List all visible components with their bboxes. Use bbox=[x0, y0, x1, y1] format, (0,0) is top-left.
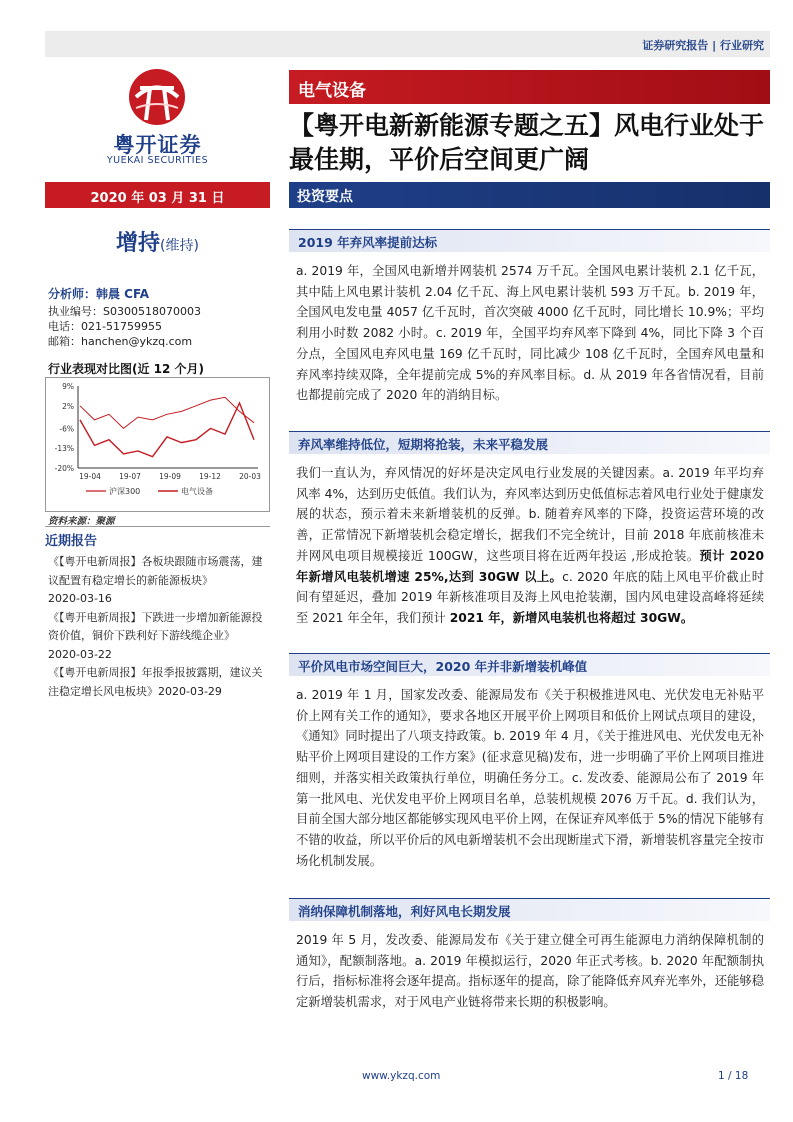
section-paragraph: 2019 年 5 月，发改委、能源局发布《关于建立健全可再生能源电力消纳保障机制的通知》，配额制落地。a. 2019 年模拟运行，2020 年正式考核。b. 2020 年配额制执行后，指标标准将会逐年提高。指标逐年的提高，除了能降低弃风弃光率外，还能够稳定新增装机需求，对于风电产业链将带来长期的积极影响。 bbox=[296, 933, 764, 1010]
chart-source: 资料来源：聚源 bbox=[48, 516, 115, 527]
section-heading: 消纳保障机制落地，利好风电长期发展 bbox=[289, 898, 770, 921]
section-paragraph: a. 2019 年 1 月，国家发改委、能源局发布《关于积极推进风电、光伏发电无补贴平价上网有关工作的通知》，要求各地区开展平价上网项目和低价上网试点项目的建设，《通知》同时提出了八项支持政策。b. 2019 年 4 月，《关于推进风电、光伏发电无补贴平价上网项目建设的工作方案》(征求意见稿)发布，进一步明确了平价上网项目推进细则，并落实相关政策执行单位，明确任务分工。c. 发改委、能源局公布了 2019 年第一批风电、光伏发电平价上网项目名单，总装机规模 2076 万千瓦。d. 我们认为，目前全国大部分地区都能够实现风电平价上网，在保证弃风率低于 5%的情况下能够有不错的收益，所以平价后的风电新增装机不会出现断崖式下滑，新增装机容量完全按市场化机制发展。 bbox=[296, 688, 764, 868]
report-category: 证券研究报告 | 行业研究 bbox=[642, 39, 764, 52]
x-tick-label: 19-09 bbox=[159, 472, 181, 481]
brand-name-cn: 粤开证券 bbox=[113, 133, 202, 157]
recent-report-item[interactable]: 《【粤开电新周报】下跌进一步增加新能源投资价值，铜价下跌利好下游线缆企业》 bbox=[48, 610, 263, 642]
section-paragraph bbox=[296, 463, 764, 629]
report-title: 【粤开电新新能源专题之五】风电行业处于最佳期，平价后空间更广阔 bbox=[289, 111, 765, 174]
analyst-email[interactable]: 邮箱：hanchen@ykzq.com bbox=[48, 335, 193, 348]
brand-name-en: YUEKAI SECURITIES bbox=[106, 155, 209, 166]
section-heading: 弃风率维持低位，短期将抢装，未来平稳发展 bbox=[289, 431, 770, 454]
paragraph-text: 我们一直认为，弃风情况的好坏是决定风电行业发展的关键因素。a. 2019 年平均弃风率 4%，达到历史低值。我们认为，弃风率达到历史低值标志着风电行业处于健康发展的状态，预示着未来新增装机的反弹。b. 随着弃风率的下降，投资运营环境的改善，正常情况下新增装机会稳定增长，据我们不完全统计，目前 2018 年底前核准未并网风电项目规模接近 100GW，这些项目将在近两年投运 ,形成抢装。 bbox=[296, 466, 764, 563]
performance-chart bbox=[45, 377, 270, 512]
recent-reports-heading: 近期报告 bbox=[45, 526, 270, 549]
paragraph-emphasis: 预计 2020 年新增风电装机增速 25%,达到 30GW 以上。 bbox=[296, 548, 764, 584]
paragraph-emphasis: 2021 年，新增风电装机也将超过 30GW。 bbox=[449, 610, 694, 625]
recent-report-date: 2020-03-16 bbox=[48, 592, 112, 605]
legend-label: 沪深300 bbox=[109, 487, 141, 496]
rating bbox=[45, 226, 270, 257]
legend-label: 电气设备 bbox=[181, 487, 213, 496]
sector-banner: 电气设备 bbox=[289, 70, 770, 104]
recent-report-date: 2020-03-22 bbox=[48, 647, 112, 661]
section-heading: 2019 年弃风率提前达标 bbox=[289, 229, 770, 252]
analyst-name: 分析师：韩晨 CFA bbox=[48, 287, 150, 301]
rating-main: 增持 bbox=[116, 231, 161, 256]
section-heading: 平价风电市场空间巨大，2020 年并非新增装机峰值 bbox=[289, 653, 770, 676]
logo-emblem-icon bbox=[128, 68, 186, 126]
y-tick-label: -20% bbox=[54, 464, 74, 473]
recent-reports bbox=[45, 526, 270, 701]
y-tick-label: 2% bbox=[62, 401, 74, 411]
y-tick-label: -13% bbox=[54, 444, 74, 454]
x-tick-label: 20-03 bbox=[239, 472, 261, 481]
analyst-license: 执业编号：S0300518070003 bbox=[48, 305, 201, 318]
perf-chart-title: 行业表现对比图(近 12 个月) bbox=[48, 362, 205, 376]
performance-chart-svg bbox=[46, 378, 269, 511]
series-line-electrical-equipment bbox=[80, 403, 254, 457]
recent-report-item[interactable]: 《【粤开电新周报】年报季报披露期，建议关注稳定增长风电板块》2020-03-29 bbox=[48, 666, 263, 698]
top-header-bar bbox=[45, 31, 770, 57]
x-tick-label: 19-07 bbox=[119, 472, 141, 481]
recent-report-item[interactable]: 《【粤开电新周报】各板块跟随市场震荡，建议配置有稳定增长的新能源板块》 bbox=[48, 555, 263, 587]
rating-sub: (维持) bbox=[160, 238, 199, 254]
paragraph-text: c. 2020 年底的陆上风电平价截止时间有望延迟，叠加 2019 年新核准项目及海上风电抢装潮，国内风电建设高峰将延续至 2021 年全年，我们预计 bbox=[296, 569, 765, 625]
key-points-bar: 投资要点 bbox=[289, 182, 770, 208]
section-paragraph: a. 2019 年，全国风电新增并网装机 2574 万千瓦。全国风电累计装机 2.1 亿千瓦，其中陆上风电累计装机 2.04 亿千瓦、海上风电累计装机 593 万千瓦。b. 2019 年，全国风电发电量 4057 亿千瓦时，首次突破 4000 亿千瓦时，同比增长 10.9%；平均利用小时数 2082 小时。c. 2019 年，全国平均弃风率下降到 4%，同比下降 3 个百分点，全国风电弃风电量 169 亿千瓦时，同比减少 108 亿千瓦时，全国弃风电量和弃风率持续双降，全年提前完成 5%的弃风率目标。d. 从 2019 年各省情况看，目前也都提前完成了 2020 年的消纳目标。 bbox=[296, 264, 764, 403]
series-line-hs300 bbox=[80, 397, 254, 428]
company-logo bbox=[45, 66, 273, 172]
analyst-phone: 电话：021-51759955 bbox=[48, 320, 162, 333]
analyst-info bbox=[48, 287, 201, 349]
x-tick-label: 19-12 bbox=[199, 472, 221, 481]
report-date: 2020 年 03 月 31 日 bbox=[45, 182, 270, 208]
y-tick-label: -6% bbox=[59, 424, 74, 434]
y-tick-label: 9% bbox=[62, 382, 74, 391]
footer-url[interactable]: www.ykzq.com bbox=[362, 1070, 441, 1082]
page-number: 1 / 18 bbox=[718, 1070, 749, 1082]
x-tick-label: 19-04 bbox=[79, 472, 101, 481]
